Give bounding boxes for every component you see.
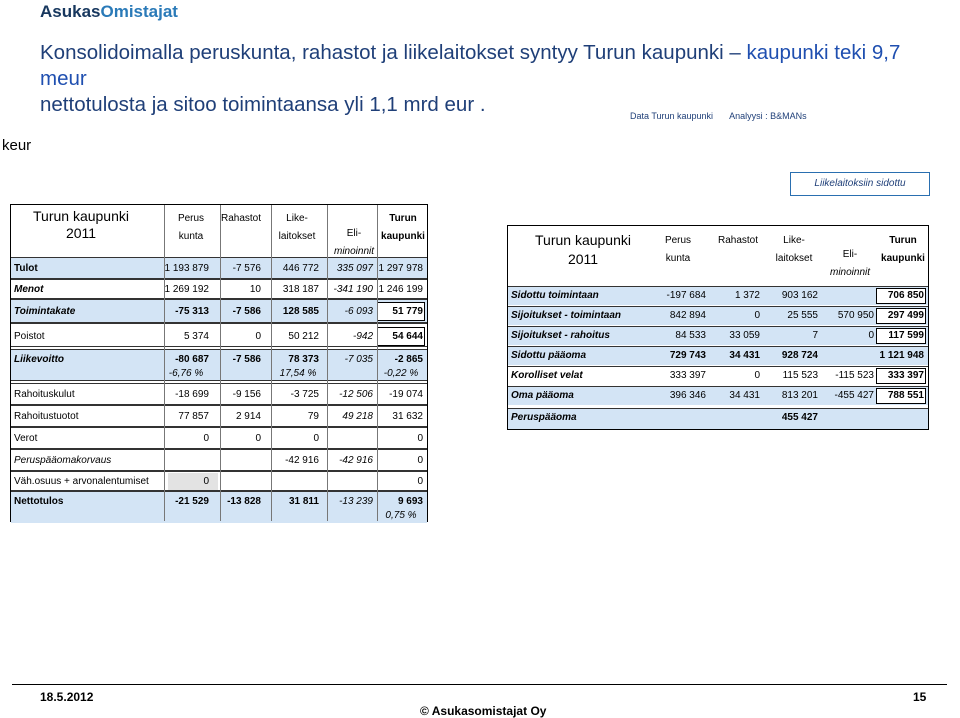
cell: 0 (313, 433, 319, 444)
col-header-like (269, 210, 325, 246)
col-like-2: laitokset (775, 253, 813, 264)
table-row (508, 408, 928, 429)
cell: 1 121 948 (879, 350, 924, 361)
table-row (508, 326, 928, 345)
row-rahoitustuotot (11, 405, 427, 427)
cell: 34 431 (729, 350, 760, 361)
column-divider (220, 205, 221, 521)
cell: 33 059 (729, 330, 760, 341)
cell: 31 632 (392, 411, 423, 422)
cell: 54 644 (392, 331, 423, 342)
col-rahastot: Rahastot (717, 235, 759, 246)
source-analysis: Analyysi : B&MANs (729, 111, 807, 121)
cell: -13 828 (227, 496, 261, 507)
cell: 0 (754, 370, 760, 381)
cell: 788 551 (887, 390, 924, 401)
row-verot (11, 427, 427, 449)
cell: 729 743 (669, 350, 706, 361)
cell: 0 (417, 476, 423, 487)
row-label: Nettotulos (14, 496, 64, 507)
cell: -455 427 (834, 390, 874, 401)
cell: -75 313 (175, 306, 209, 317)
col-perus-1: Perus (664, 235, 692, 246)
headline-part1: Konsolidoimalla peruskunta, rahastot ja liikelaitokset syntyy Turun kaupunki – (40, 41, 747, 64)
cell: 335 097 (336, 263, 373, 274)
left-table-title (11, 208, 151, 242)
cell: 455 427 (781, 412, 818, 423)
cell: 297 499 (887, 310, 924, 321)
legend-box: Liikelaitoksiin sidottu (790, 172, 930, 196)
page-number: 15 (913, 690, 927, 704)
column-divider (377, 205, 378, 521)
row-label: Sidottu toimintaan (511, 290, 599, 301)
right-table-title (518, 231, 648, 269)
left-title-line1: Turun kaupunki (33, 208, 129, 224)
cell: 570 950 (837, 310, 874, 321)
source-note (630, 111, 821, 121)
table-row (508, 346, 928, 365)
cell: -6 093 (344, 306, 373, 317)
cell: 318 187 (282, 284, 319, 295)
percent-cell: -6,76 % (168, 368, 204, 379)
row-label: Korolliset velat (511, 370, 583, 381)
column-divider (271, 205, 272, 521)
col-like-2: laitokset (278, 231, 316, 242)
cell: -42 916 (285, 455, 319, 466)
cell: 333 397 (669, 370, 706, 381)
cell: 10 (249, 284, 261, 295)
col-turun-2: kaupunki (881, 253, 925, 264)
row-label: Väh.osuus + arvonalentumiset (14, 476, 149, 487)
row-tulot (11, 257, 427, 279)
table-row (508, 366, 928, 385)
cell: 396 346 (669, 390, 706, 401)
cell: 1 193 879 (164, 263, 209, 274)
unit-label: keur (2, 137, 32, 154)
col-perus-1: Perus (177, 213, 205, 224)
col-like-1: Like- (783, 235, 805, 246)
cell: 706 850 (887, 290, 924, 301)
col-eli-1: Eli- (842, 249, 858, 260)
right-title-line1: Turun kaupunki (535, 232, 631, 248)
cell: -115 523 (835, 370, 874, 381)
row-label: Verot (14, 433, 38, 444)
cell: 0 (203, 433, 209, 444)
row-poistot (11, 323, 427, 347)
row-label: Sijoitukset - rahoitus (511, 330, 610, 341)
col-header-eli (823, 246, 877, 282)
row-peruspaaomakorvaus (11, 449, 427, 471)
cell: 813 201 (781, 390, 818, 401)
column-divider (164, 205, 165, 521)
col-turun-1: Turun (889, 235, 917, 246)
cell: 903 162 (781, 290, 818, 301)
balance-table (507, 225, 929, 430)
cell: 79 (307, 411, 319, 422)
cell: -2 865 (394, 354, 423, 365)
row-menot (11, 279, 427, 299)
percent-cell: -0,22 % (383, 368, 419, 379)
row-liikevoitto (11, 349, 427, 381)
cell: 7 (812, 330, 818, 341)
cell: 9 693 (397, 496, 423, 507)
cell: -19 074 (389, 389, 423, 400)
col-like-1: Like- (286, 213, 308, 224)
cell: 34 431 (729, 390, 760, 401)
cell: 0 (754, 310, 760, 321)
row-label: Peruspääoma (511, 412, 577, 423)
cell: 1 372 (734, 290, 760, 301)
cell: 1 269 192 (164, 284, 209, 295)
row-label: Toimintakate (14, 306, 76, 317)
table-row (508, 386, 928, 405)
cell: 0 (203, 476, 209, 487)
footer-date: 18.5.2012 (40, 690, 94, 704)
cell: 0 (255, 331, 261, 342)
cell: 446 772 (282, 263, 319, 274)
cell: 0 (417, 455, 423, 466)
row-toimintakate (11, 299, 427, 323)
cell: 115 523 (782, 370, 818, 381)
cell: 928 724 (781, 350, 818, 361)
income-statement-table (10, 204, 428, 522)
cell: 78 373 (288, 354, 319, 365)
cell: 1 246 199 (378, 284, 423, 295)
cell: 0 (868, 330, 874, 341)
cell: -42 916 (339, 455, 373, 466)
cell: 51 779 (392, 306, 423, 317)
row-rahoituskulut (11, 383, 427, 405)
col-eli-2: minoinnit (829, 267, 871, 278)
col-turun-1: Turun (389, 213, 417, 224)
cell: 842 894 (669, 310, 706, 321)
logo-part1: Asukas (40, 2, 101, 21)
cell: 50 212 (288, 331, 319, 342)
cell: -341 190 (333, 284, 373, 295)
cell: -80 687 (175, 354, 209, 365)
headline-part2: kaupunki teki 9,7 meur (40, 41, 901, 90)
col-eli-1: Eli- (346, 228, 362, 239)
row-label: Rahoitustuotot (14, 411, 79, 422)
col-perus-2: kunta (178, 231, 204, 242)
cell: 0 (417, 433, 423, 444)
row-nettotulos (11, 491, 427, 523)
left-title-line2: 2011 (65, 225, 97, 241)
cell: -18 699 (175, 389, 209, 400)
row-label: Menot (14, 284, 44, 295)
col-header-like (766, 232, 822, 268)
column-divider (327, 205, 328, 521)
col-header-perus (648, 232, 708, 268)
col-rahastot: Rahastot (220, 213, 262, 224)
cell: -3 725 (290, 389, 319, 400)
row-label: Rahoituskulut (14, 389, 75, 400)
headline-part3: nettotulosta ja sitoo toimintaansa yli 1,1 mrd eur . (40, 93, 486, 116)
cell: -13 239 (339, 496, 373, 507)
table-row (508, 286, 928, 305)
cell: 25 555 (787, 310, 818, 321)
row-label: Sijoitukset - toimintaan (511, 310, 622, 321)
col-header-rahastot (216, 210, 266, 228)
cell: -7 586 (232, 306, 261, 317)
footer-copyright: © Asukasomistajat Oy (420, 704, 547, 718)
cell: 333 397 (887, 370, 924, 381)
source-data: Data Turun kaupunki (630, 111, 714, 121)
col-perus-2: kunta (665, 253, 691, 264)
row-label: Poistot (14, 331, 45, 342)
cell: -942 (352, 331, 373, 342)
row-label: Oma pääoma (511, 390, 574, 401)
row-label: Liikevoitto (14, 354, 65, 365)
row-label: Peruspääomakorvaus (14, 455, 112, 466)
cell: 128 585 (282, 306, 319, 317)
col-header-perus (161, 210, 221, 246)
cell: -7 035 (344, 354, 373, 365)
logo-part2: Omistajat (100, 2, 178, 21)
cell: -21 529 (175, 496, 209, 507)
cell: 31 811 (288, 496, 319, 507)
cell: -7 576 (232, 263, 261, 274)
cell: 1 297 978 (378, 263, 423, 274)
col-header-rahastot (713, 232, 763, 250)
cell: 77 857 (178, 411, 209, 422)
cell: 0 (255, 433, 261, 444)
right-title-line2: 2011 (567, 251, 599, 267)
cell: 2 914 (235, 411, 261, 422)
cell: -197 684 (666, 290, 706, 301)
table-row (508, 306, 928, 325)
cell: 84 533 (675, 330, 706, 341)
cell: 117 599 (888, 330, 924, 341)
cell: -9 156 (232, 389, 261, 400)
col-header-turun (878, 232, 928, 268)
footer-divider (12, 684, 947, 685)
cell: 49 218 (342, 411, 373, 422)
col-eli-2: minoinnit (333, 246, 375, 257)
cell: -12 506 (339, 389, 373, 400)
col-turun-2: kaupunki (381, 231, 425, 242)
logo (40, 2, 178, 22)
col-header-eli (329, 225, 379, 261)
row-label: Sidottu pääoma (511, 350, 587, 361)
cell: 5 374 (183, 331, 209, 342)
cell: -7 586 (232, 354, 261, 365)
percent-cell: 0,75 % (385, 510, 417, 521)
row-vahemmistoosuus (11, 471, 427, 491)
page-title (40, 40, 950, 118)
percent-cell: 17,54 % (279, 368, 317, 379)
col-header-turun (379, 210, 427, 246)
row-label: Tulot (14, 263, 38, 274)
